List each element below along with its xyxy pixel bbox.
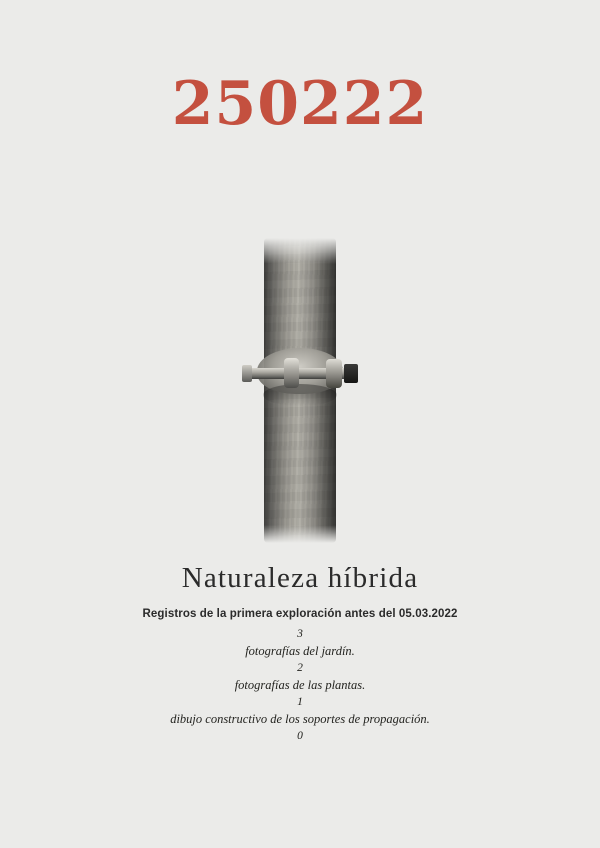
list-item-number: 2 bbox=[297, 662, 303, 674]
list-item-label: fotografías del jardín. bbox=[245, 644, 355, 658]
contents-list bbox=[0, 626, 600, 745]
branch-node-shadow bbox=[263, 384, 337, 406]
rod-cap-right bbox=[344, 364, 358, 383]
list-item-label: fotografías de las plantas. bbox=[234, 678, 366, 692]
list-item-number: 0 bbox=[297, 730, 303, 742]
list-item bbox=[0, 728, 600, 745]
list-item bbox=[0, 660, 600, 694]
list-item bbox=[0, 694, 600, 728]
list-item bbox=[0, 626, 600, 660]
photo-frame bbox=[240, 238, 360, 543]
poster-subtitle: Registros de la primera exploración antes del 05.03.2022 bbox=[142, 608, 458, 620]
list-item-number: 3 bbox=[297, 628, 303, 640]
washer-right bbox=[326, 359, 342, 388]
washer-left bbox=[284, 358, 299, 388]
photo-fade-top bbox=[240, 238, 360, 264]
list-item-number: 1 bbox=[297, 696, 303, 708]
rod-cap-left bbox=[242, 365, 252, 382]
list-item-label: dibujo constructivo de los soportes de propagación. bbox=[170, 712, 430, 726]
photo-fade-bottom bbox=[240, 525, 360, 543]
page-title: 250222 bbox=[171, 69, 429, 139]
branch-with-bolt-photograph bbox=[0, 238, 600, 543]
poster-subject-title: Naturaleza híbrida bbox=[181, 562, 419, 594]
